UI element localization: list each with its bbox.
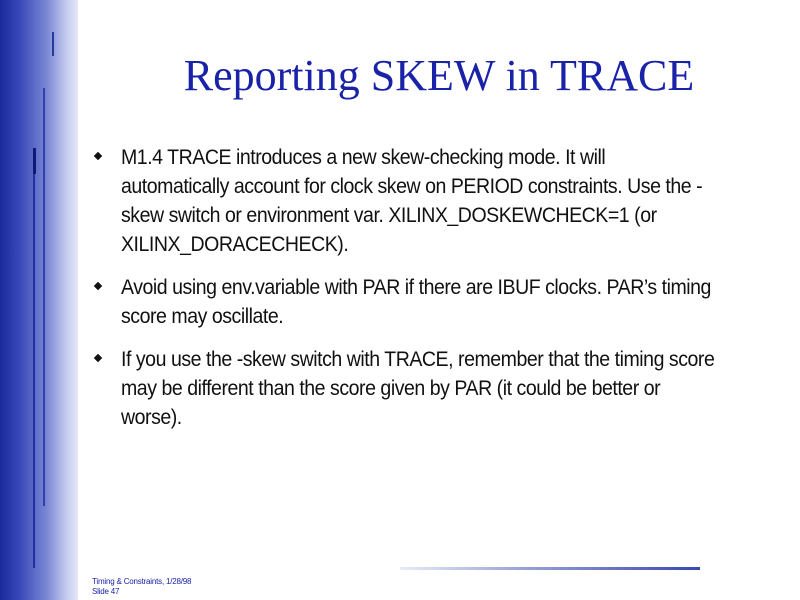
left-decorative-band	[0, 0, 78, 600]
band-accent-line	[33, 148, 35, 568]
band-accent-line	[33, 148, 36, 174]
band-accent-line	[52, 32, 54, 56]
bullet-list	[92, 143, 732, 446]
diamond-bullet-icon	[94, 282, 102, 290]
band-accent-line	[43, 88, 45, 506]
bullet-text: Avoid using env.variable with PAR if there are IBUF clocks. PAR’s timing score may oscillate.	[121, 276, 711, 328]
bullet-text: If you use the -skew switch with TRACE, remember that the timing score may be different than the score given by PAR (it could be better or worse).	[121, 348, 715, 429]
bullet-item	[92, 143, 732, 259]
footer-divider	[400, 567, 700, 570]
footer-slide-number: Slide 47	[92, 587, 120, 596]
diamond-bullet-icon	[94, 354, 102, 362]
slide-title: Reporting SKEW in TRACE	[183, 51, 695, 100]
bullet-text: M1.4 TRACE introduces a new skew-checking mode. It will automatically account for clock skew on PERIOD constraints. Use the -skew switch or environment var. XILINX_DOSKEWCHECK=1 (or XILINX_DORACECHECK).	[121, 146, 703, 256]
slide-footer	[92, 577, 191, 597]
bullet-item	[92, 345, 732, 432]
footer-date-line: Timing & Constraints, 1/28/98	[92, 577, 192, 586]
bullet-item	[92, 273, 732, 331]
diamond-bullet-icon	[94, 152, 102, 160]
